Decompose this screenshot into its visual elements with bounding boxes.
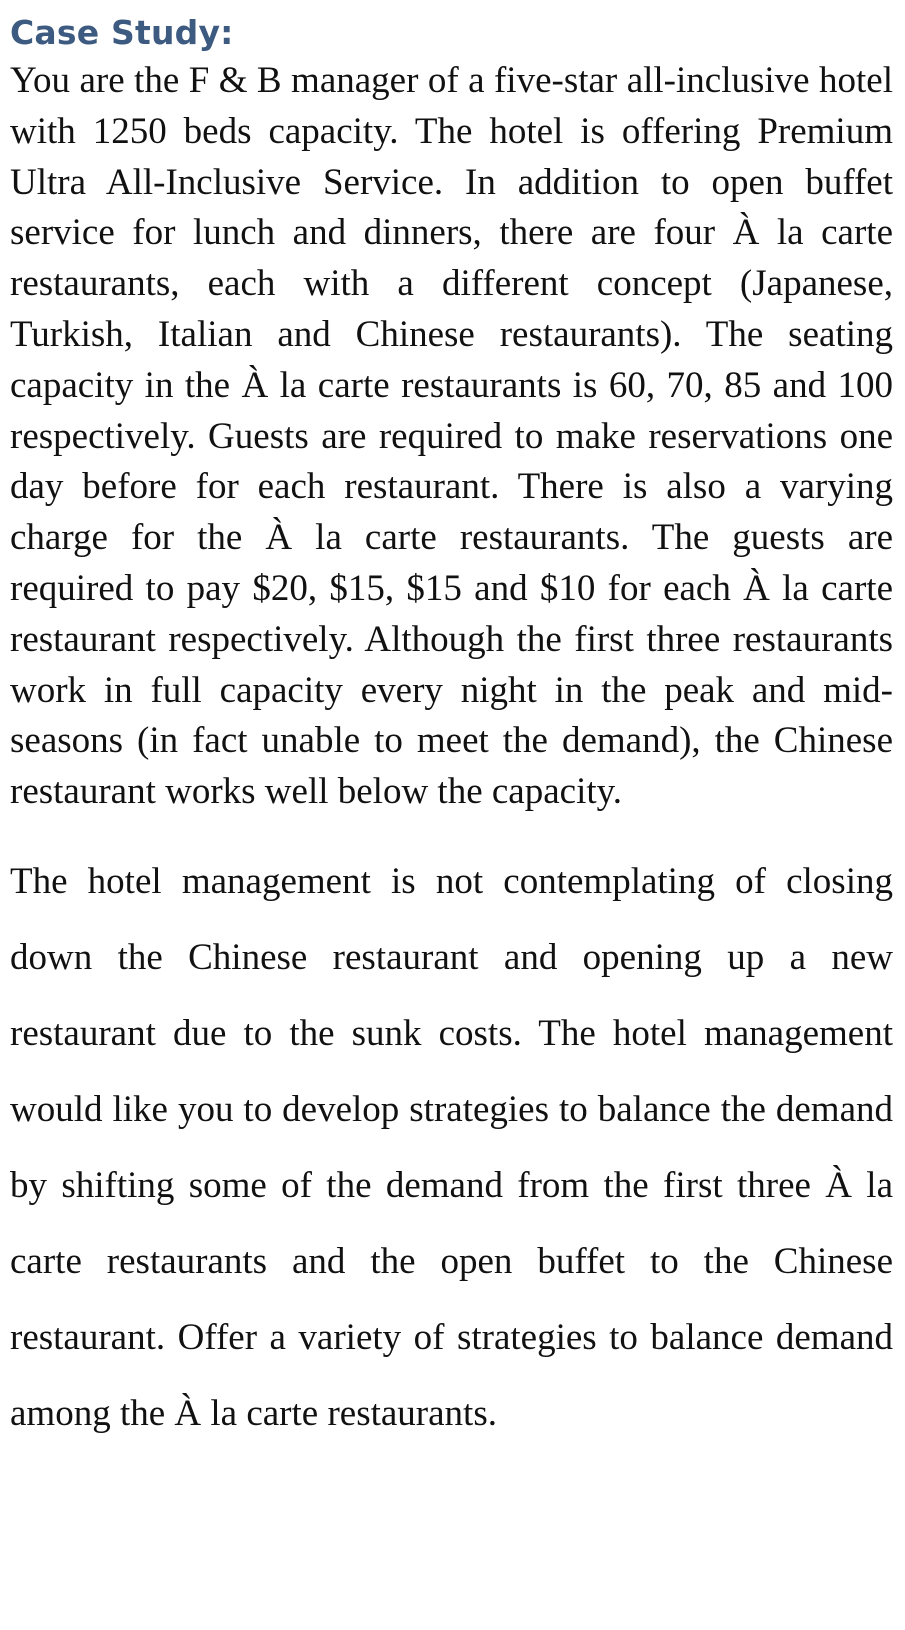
document-page (10, 0, 893, 1452)
case-study-paragraph-1: You are the F & B manager of a five-star all-inclusive hotel with 1250 beds capacity. The hotel is offering Premium Ultra All-Inclusive Service. In addition to open buffet service for lunch and dinners, there are four À la carte restaurants, each with a different concept (Japanese, Turkish, Italian and Chinese restaurants). The seating capacity in the À la carte restaurants is 60, 70, 85 and 100 respectively. Guests are required to make reservations one day before for each restaurant. There is also a varying charge for the À la carte restaurants. The guests are required to pay $20, $15, $15 and $10 for each À la carte restaurant respectively. Although the first three restaurants work in full capacity every night in the peak and mid-seasons (in fact unable to meet the demand), the Chinese restaurant works well below the capacity. (10, 60, 893, 813)
case-study-heading: Case Study: (10, 13, 234, 52)
case-study-paragraph-2: The hotel management is not contemplating of closing down the Chinese restaurant and opening up a new restaurant due to the sunk costs. The hotel management would like you to develop strategies to balance the demand by shifting some of the demand from the first three À la carte restaurants and the open buffet to the Chinese restaurant. Offer a variety of strategies to balance demand among the À la carte restaurants. (10, 860, 893, 1434)
